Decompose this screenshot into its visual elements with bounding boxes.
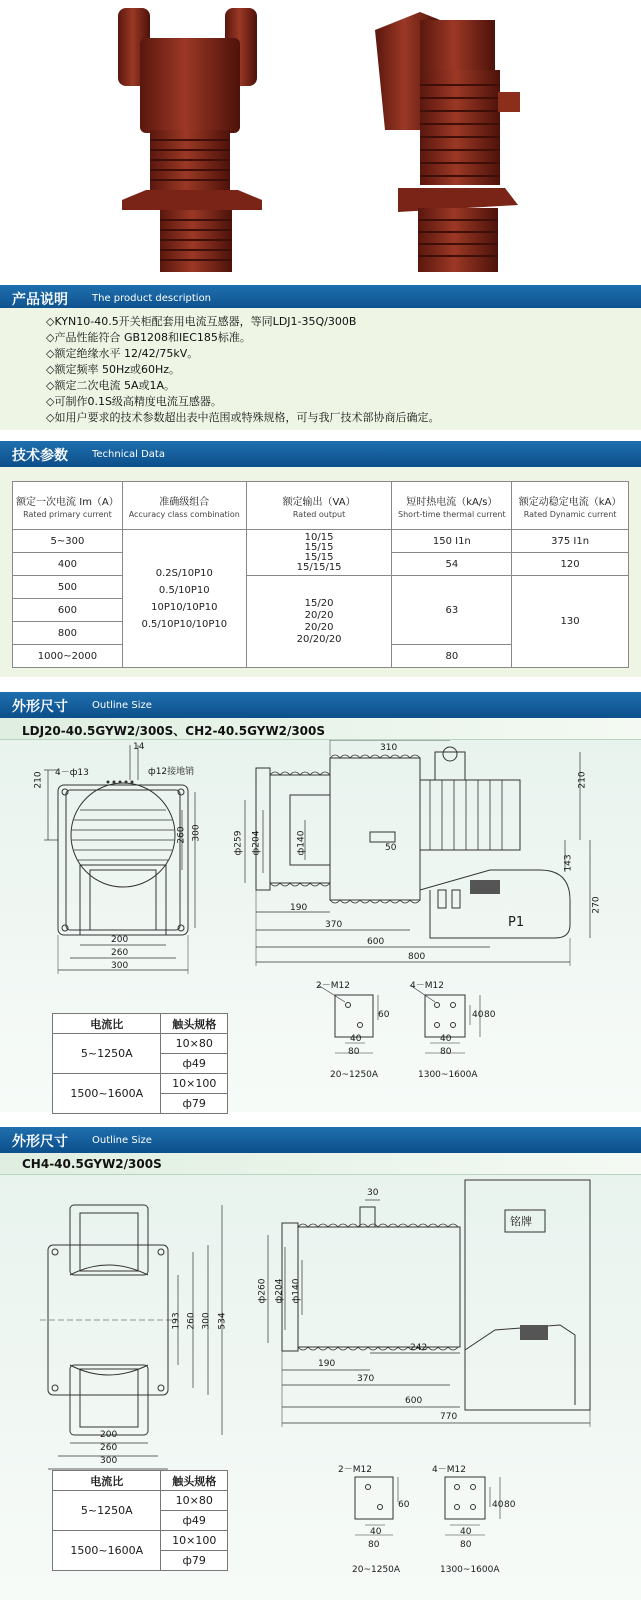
table-cell: 1000~2000 (13, 645, 123, 668)
table-row (13, 530, 629, 553)
dim-label: 270 (591, 896, 602, 914)
dim-label: 40 (460, 1527, 472, 1537)
dim-label: 50 (385, 843, 397, 853)
dim-label: 80 (504, 1500, 516, 1510)
table-cell: 5~300 (13, 530, 123, 553)
dim-label: 2－M12 (316, 981, 350, 991)
table-cell: 400 (13, 553, 123, 576)
table-cell: 80 (392, 645, 512, 668)
model-title: CH4-40.5GYW2/300S (22, 1157, 162, 1171)
table-header: 额定动稳定电流（kA） Rated Dynamic current (512, 482, 629, 530)
table-row (53, 1531, 228, 1551)
section-title-cn: 技术参数 (12, 448, 68, 464)
dim-label: 60 (378, 1010, 390, 1020)
dim-label: 210 (577, 771, 588, 789)
table-cell: 5~1250A (53, 1491, 161, 1531)
dim-label: ф260 (257, 1278, 268, 1304)
section-title-en: Technical Data (92, 449, 165, 460)
section-header-outline-1 (0, 692, 641, 718)
table-cell: 150 I1n (392, 530, 512, 553)
section-title-en: Outline Size (92, 700, 152, 711)
dim-label: 260 (111, 948, 129, 958)
table-cell: 130 (512, 576, 629, 668)
table-cell-output-a: 10/15 15/15 15/15 15/15/15 (246, 530, 392, 576)
dim-label: 14 (133, 742, 145, 752)
section-title-cn: 产品说明 (12, 292, 68, 308)
dim-label: 242 (410, 1343, 428, 1353)
dim-label: 4－M12 (432, 1465, 466, 1475)
caption: 20~1250A (330, 1070, 379, 1080)
table-cell: 120 (512, 553, 629, 576)
dim-label: 40 (370, 1527, 382, 1537)
dim-label: 600 (367, 937, 385, 947)
table-cell: 10×80 (161, 1491, 228, 1511)
section-header-outline-2 (0, 1127, 641, 1153)
table-header: 准确级组合 Accuracy class combination (122, 482, 246, 530)
table-cell: 1500~1600A (53, 1074, 161, 1114)
desc-line: ◇额定二次电流 5A或1A。 (46, 379, 176, 392)
model-title: LDJ20-40.5GYW2/300S、CH2-40.5GYW2/300S (22, 724, 326, 738)
table-cell: 800 (13, 622, 123, 645)
dim-label: 80 (460, 1540, 472, 1550)
table-header-row (53, 1471, 228, 1491)
dim-label: ф140 (291, 1278, 302, 1304)
product-photos (0, 0, 641, 285)
nameplate-label: 铭牌 (510, 1215, 532, 1228)
dim-label: 30 (367, 1188, 379, 1198)
table-header: 触头规格 (161, 1471, 228, 1491)
dim-label: 370 (357, 1374, 375, 1384)
contact-spec-table-2 (52, 1470, 228, 1571)
dim-label: 190 (290, 903, 308, 913)
dim-label: 4－M12 (410, 981, 444, 991)
dim-label: 300 (201, 1312, 212, 1330)
table-header: 额定输出（VA） Rated output (246, 482, 392, 530)
table-cell: 10×80 (161, 1034, 228, 1054)
contact-spec-table-1 (52, 1013, 228, 1114)
dim-label: 60 (398, 1500, 410, 1510)
model-subtitle-bar (0, 1153, 641, 1175)
dim-label: 4－ф13 (55, 768, 89, 778)
desc-line: ◇KYN10-40.5开关柜配套用电流互感器，等同LDJ1-35Q/300B (46, 315, 357, 328)
section-title-cn: 外形尺寸 (12, 1134, 68, 1150)
table-cell: 10×100 (161, 1531, 228, 1551)
part-label-p1: P1 (508, 915, 525, 930)
table-header-row (13, 482, 629, 530)
dim-label: 40 (472, 1010, 484, 1020)
dim-label: 193 (171, 1312, 182, 1330)
dim-label: ф259 (233, 830, 244, 856)
front-view (40, 1205, 222, 1469)
table-cell: ф79 (161, 1094, 228, 1114)
caption: 1300~1600A (440, 1565, 500, 1575)
dim-label: 210 (33, 771, 44, 789)
dim-label: ф140 (296, 830, 307, 856)
section-title-en: The product description (92, 293, 212, 304)
desc-line: ◇如用户要求的技术参数超出表中范围或特殊规格，可与我厂技术部协商后确定。 (46, 411, 440, 424)
dim-label: 40 (350, 1034, 362, 1044)
dim-label: 2－M12 (338, 1465, 372, 1475)
caption: 20~1250A (352, 1565, 401, 1575)
dim-label: 40 (492, 1500, 504, 1510)
dim-label: 260 (176, 826, 187, 844)
dim-label: 200 (111, 935, 129, 945)
table-cell: 375 I1n (512, 530, 629, 553)
dim-label: 200 (100, 1430, 118, 1440)
dim-label: 80 (368, 1540, 380, 1550)
side-view (268, 1180, 590, 1427)
table-cell-accuracy: 0.2S/10P10 0.5/10P10 10P10/10P10 0.5/10P10/10P10 (122, 530, 246, 668)
dim-label: 190 (318, 1359, 336, 1369)
dim-label: 40 (440, 1034, 452, 1044)
dim-label: 310 (380, 743, 398, 753)
desc-line: ◇产品性能符合 GB1208和IEC185标准。 (46, 331, 251, 344)
table-cell: 1500~1600A (53, 1531, 161, 1571)
terminal-pad-2-m12 (318, 985, 378, 1053)
table-cell: 500 (13, 576, 123, 599)
technical-data-table (12, 481, 629, 668)
dim-label: 260 (100, 1443, 118, 1453)
dim-label: 600 (405, 1396, 423, 1406)
table-header: 短时热电流（kA/s） Short-time thermal current (392, 482, 512, 530)
table-cell: 5~1250A (53, 1034, 161, 1074)
table-row (53, 1491, 228, 1511)
section-header-technical (0, 441, 641, 467)
dim-label: ф204 (274, 1278, 285, 1304)
desc-line: ◇额定绝缘水平 12/42/75kV。 (46, 347, 199, 360)
dim-label: 800 (408, 952, 426, 962)
table-header: 触头规格 (161, 1014, 228, 1034)
dim-label: ф12接地销 (148, 767, 195, 777)
table-header: 电流比 (53, 1471, 161, 1491)
product-photo-side (375, 12, 520, 272)
table-cell-output-b: 15/20 20/20 20/20 20/20/20 (246, 576, 392, 668)
caption: 1300~1600A (418, 1070, 478, 1080)
desc-line: ◇额定频率 50Hz或60Hz。 (46, 363, 181, 376)
table-header-row (53, 1014, 228, 1034)
dim-label: 80 (484, 1010, 496, 1020)
dim-label: 260 (186, 1312, 197, 1330)
table-row (53, 1034, 228, 1054)
dim-label: ф204 (251, 830, 262, 856)
dim-label: 300 (100, 1456, 118, 1466)
table-cell: 54 (392, 553, 512, 576)
dim-label: 300 (111, 961, 129, 971)
dim-label: 80 (348, 1047, 360, 1057)
desc-line: ◇可制作0.1S级高精度电流互感器。 (46, 395, 222, 408)
dim-label: 80 (440, 1047, 452, 1057)
table-header: 额定一次电流 Im（A） Rated primary current (13, 482, 123, 530)
dim-label: 370 (325, 920, 343, 930)
table-row (13, 576, 629, 599)
table-cell: 10×100 (161, 1074, 228, 1094)
table-header: 电流比 (53, 1014, 161, 1034)
dim-label: 300 (191, 824, 202, 842)
table-cell: ф49 (161, 1511, 228, 1531)
section-title-cn: 外形尺寸 (12, 699, 68, 715)
table-cell: ф79 (161, 1551, 228, 1571)
table-cell: 63 (392, 576, 512, 645)
model-subtitle-bar (0, 718, 641, 740)
table-cell: ф49 (161, 1054, 228, 1074)
dim-label: 534 (217, 1312, 228, 1330)
product-photo-front (118, 8, 262, 272)
dim-label: 770 (440, 1412, 458, 1422)
section-title-en: Outline Size (92, 1135, 152, 1146)
table-row (53, 1074, 228, 1094)
table-cell: 600 (13, 599, 123, 622)
dim-label: 143 (563, 854, 574, 872)
